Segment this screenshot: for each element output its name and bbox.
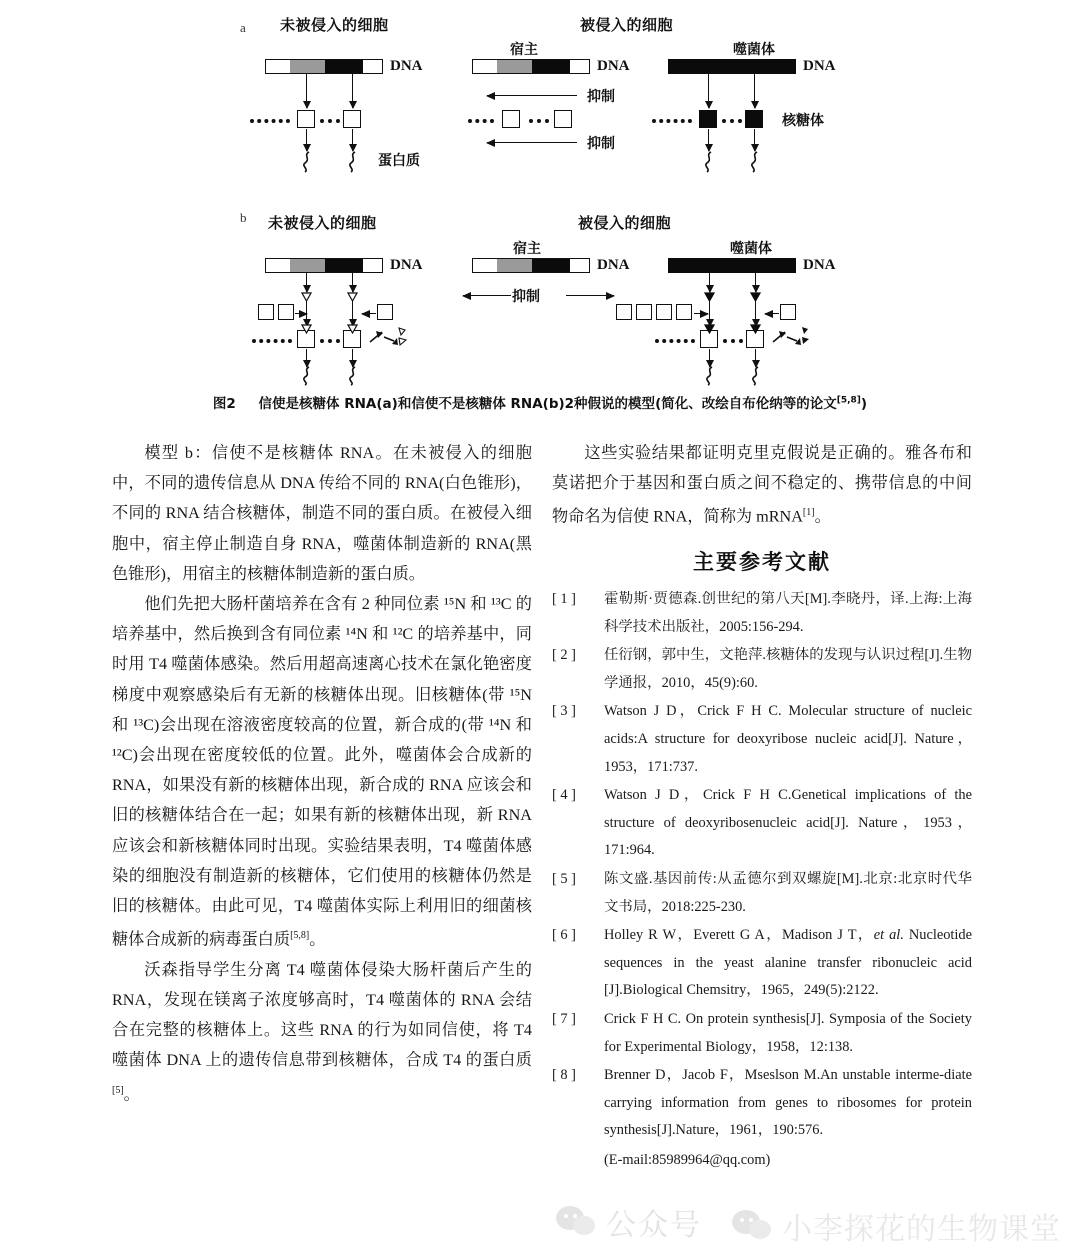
translation-arrow — [306, 129, 307, 151]
dna-segment-gray — [497, 60, 532, 73]
dna-segment-gray — [497, 259, 532, 272]
dna-segment-black — [532, 60, 570, 73]
ribosome-subunit — [377, 304, 393, 320]
transcription-arrow — [754, 74, 755, 108]
protein-squiggle — [346, 151, 360, 173]
inhibition-arrow-1 — [487, 95, 577, 96]
caption-superscript: [5,8] — [836, 395, 861, 406]
ribosome-filled — [699, 110, 717, 128]
reference-text-post: Nucleotide sequences in the yeast alanine transfer ribonucleic acid [J].Biological Chemsitry，1965，249(5):2122. — [604, 927, 973, 999]
ribosome-filled — [745, 110, 763, 128]
reference-number: [ 3 ] — [552, 703, 576, 720]
rna-cone-black — [704, 324, 715, 334]
panel-b-title-uninfected: 未被侵入的细胞 — [268, 214, 377, 232]
panel-a-inhibit-label-2: 抑制 — [587, 136, 615, 152]
figure-caption — [0, 392, 1080, 412]
reference-item-4 — [552, 782, 972, 865]
rna-cone-white — [301, 324, 312, 334]
panel-b-dna-uninfected — [265, 258, 383, 273]
ribosome-open — [502, 110, 520, 128]
protein-squiggle — [703, 366, 717, 386]
ribosome-subunit — [616, 304, 632, 320]
mrna-strand-dots — [529, 119, 549, 123]
translation-arrow — [352, 349, 353, 367]
translation-arrow — [352, 129, 353, 151]
paragraph-conclusion-tail: 。 — [814, 507, 831, 526]
panel-a-ribosome-label: 核糖体 — [782, 113, 824, 129]
dna-segment-white — [266, 60, 290, 73]
rna-degradation-burst — [368, 324, 414, 350]
panel-a-letter: a — [240, 20, 246, 35]
paragraph-watson-tail: 。 — [123, 1085, 140, 1104]
translation-arrow — [755, 349, 756, 367]
reference-number: [ 7 ] — [552, 1010, 576, 1027]
translation-arrow — [754, 129, 755, 151]
subunit-join-arrow — [765, 313, 779, 314]
dna-segment-black — [669, 259, 795, 272]
protein-squiggle — [702, 151, 716, 173]
panel-a-dna-label-phage: DNA — [803, 58, 836, 74]
mrna-strand-dots — [655, 339, 695, 343]
body-columns — [0, 438, 1080, 1248]
reference-text: Brenner D，Jacob F，Mseslson M.An unstable interme-diate carrying information from genes to ribosomes for protein synthesis[J].Nature，1961，190:576. — [604, 1067, 972, 1139]
panel-a-sub-host: 宿主 — [510, 42, 538, 58]
protein-squiggle — [300, 151, 314, 173]
figure-2 — [0, 0, 1080, 412]
right-column — [552, 438, 972, 1174]
paragraph-watson-student — [112, 955, 532, 1109]
rna-descend-arrow — [755, 300, 756, 326]
panel-a-dna-phage — [668, 59, 796, 74]
reference-text: 陈文盛.基因前传:从孟德尔到双螺旋[M].北京:北京时代华文书局，2018:225-230. — [604, 870, 972, 915]
ribosome-open — [297, 110, 315, 128]
rna-degradation-burst — [771, 324, 817, 350]
panel-b-dna-phage — [668, 258, 796, 273]
panel-a-inhibit-label-1: 抑制 — [587, 89, 615, 105]
panel-a-dna-host — [472, 59, 590, 74]
dna-segment-black — [325, 60, 363, 73]
paragraph-isotope-experiment — [112, 589, 532, 955]
panel-a-title-infected: 被侵入的细胞 — [580, 16, 674, 34]
ribosome-open — [554, 110, 572, 128]
transcription-arrow — [352, 74, 353, 108]
reference-item-5 — [552, 866, 972, 921]
subunit-join-arrow — [362, 313, 376, 314]
panel-b-dna-label-phage: DNA — [803, 257, 836, 273]
panel-b-sub-host: 宿主 — [513, 241, 541, 257]
reference-text: 任衍钢，郭中生，文艳萍.核糖体的发现与认识过程[J].生物学通报，2010，45(9):60. — [604, 647, 972, 691]
transcription-arrow — [708, 74, 709, 108]
transcription-arrow — [755, 273, 756, 292]
caption-prefix: 图2 — [212, 396, 236, 412]
reference-item-3 — [552, 698, 972, 781]
reference-number: [ 4 ] — [552, 787, 576, 804]
reference-number: [ 1 ] — [552, 591, 576, 607]
reference-text: Watson J D，Crick F H C.Genetical implications of the structure of deoxyribosenucleic acid[J]. Nature，1953，171:964. — [604, 787, 972, 859]
ribosome-subunit — [656, 304, 672, 320]
paragraph-watson-text: 沃森指导学生分离 T4 噬菌体侵染大肠杆菌后产生的 RNA，发现在镁离子浓度够高时，T4 噬菌体的 RNA 会结合在完整的核糖体上。这些 RNA 的行为如同信使，将 T4 噬菌体 DNA 上的遗传信息带到核糖体，合成 T4 的蛋白质 — [112, 960, 532, 1070]
translation-arrow — [708, 129, 709, 151]
citation-ref-1: [1] — [802, 507, 815, 519]
dna-segment-white — [473, 60, 497, 73]
reference-number: [ 2 ] — [552, 647, 576, 664]
ribosome-subunit — [676, 304, 692, 320]
protein-squiggle — [748, 151, 762, 173]
paragraph-conclusion — [552, 438, 972, 532]
panel-b-letter: b — [240, 210, 247, 225]
inhibition-arrow-left — [463, 295, 511, 296]
rna-descend-arrow — [709, 300, 710, 326]
panel-b-sub-phage: 噬菌体 — [730, 241, 772, 257]
panel-b-inhibit-label: 抑制 — [512, 289, 540, 305]
reference-item-8 — [552, 1062, 972, 1145]
panel-b-dna-host — [472, 258, 590, 273]
reference-item-6 — [552, 922, 972, 1005]
caption-paren: (简化、改绘自布伦纳等的论文 — [655, 396, 837, 412]
mrna-strand-dots — [252, 339, 292, 343]
rna-descend-arrow — [352, 300, 353, 326]
dna-segment-white — [363, 259, 382, 272]
citation-ref-58: [5,8] — [290, 930, 310, 942]
panel-b-dna-label-left: DNA — [390, 257, 423, 273]
dna-segment-white — [473, 259, 497, 272]
dna-segment-white — [570, 60, 589, 73]
ribosome-subunit — [258, 304, 274, 320]
rna-cone-white — [347, 324, 358, 334]
paragraph-conclusion-text: 这些实验结果都证明克里克假说是正确的。雅各布和莫诺把介于基因和蛋白质之间不稳定的、携带信息的中间物命名为信使 RNA，简称为 mRNA — [552, 444, 972, 526]
panel-a-dna-label-left: DNA — [390, 58, 423, 74]
inhibition-arrow-2 — [487, 142, 577, 143]
references-heading: 主要参考文献 — [693, 550, 831, 574]
mrna-strand-dots — [468, 119, 494, 123]
ribosome-subunit — [278, 304, 294, 320]
mrna-strand-dots — [250, 119, 290, 123]
reference-text-pre: Holley R W，Everett G A，Madison J T， — [604, 927, 874, 944]
reference-item-2 — [552, 642, 972, 697]
panel-a-protein-label: 蛋白质 — [378, 153, 420, 169]
panel-a-title-uninfected: 未被侵入的细胞 — [280, 16, 389, 34]
left-column — [112, 438, 532, 1109]
subunit-join-arrow — [694, 313, 708, 314]
paragraph-model-b: 模型 b：信使不是核糖体 RNA。在未被侵入的细胞中，不同的遗传信息从 DNA 传给不同的 RNA(白色锥形)，不同的 RNA 结合核糖体，制造不同的蛋白质。在被侵入细胞中，宿主停止制造自身 RNA，噬菌体制造新的 RNA(黑色锥形)，用宿主的核糖体制造新的蛋白质。 — [112, 444, 532, 583]
panel-a-dna-label-host: DNA — [597, 58, 630, 74]
ribosome-open — [343, 110, 361, 128]
reference-number: [ 6 ] — [552, 927, 576, 944]
translation-arrow — [306, 349, 307, 367]
inhibition-arrow-right — [566, 295, 614, 296]
dna-segment-black — [325, 259, 363, 272]
ribosome-subunit — [636, 304, 652, 320]
panel-a-dna-uninfected — [265, 59, 383, 74]
citation-ref-5: [5] — [112, 1084, 124, 1096]
transcription-arrow — [306, 74, 307, 108]
reference-text: 霍勒斯·贾德森.创世纪的第八天[M].李晓丹，译.上海:上海科学技术出版社，2005:156-294. — [604, 591, 972, 635]
reference-text-italic: et al. — [873, 927, 904, 944]
watermark-label: 公众号 — [606, 1208, 702, 1243]
protein-squiggle — [749, 366, 763, 386]
figure-panel-b — [0, 196, 1080, 386]
protein-squiggle — [346, 366, 360, 386]
contact-email: (E-mail:85989964@qq.com) — [604, 1151, 771, 1168]
panel-b-dna-label-host: DNA — [597, 257, 630, 273]
transcription-arrow — [352, 273, 353, 292]
reference-item-7 — [552, 1006, 972, 1061]
transcription-arrow — [709, 273, 710, 292]
figure-panel-a — [0, 6, 1080, 186]
reference-text: Watson J D，Crick F H C. Molecular structure of nucleic acids:A structure for deoxyribose nucleic acid[J]. Nature，1953，171:737. — [604, 703, 972, 775]
caption-close: ) — [860, 396, 868, 412]
reference-number: [ 5 ] — [552, 870, 576, 887]
translation-arrow — [709, 349, 710, 367]
dna-segment-white — [266, 259, 290, 272]
paragraph-isotope-text: 他们先把大肠杆菌培养在含有 2 种同位素 ¹⁵N 和 ¹³C 的培养基中，然后换到含有同位素 ¹⁴N 和 ¹²C 的培养基中，同时用 T4 噬菌体感染。然后用超高速离心技术在氯化铯密度梯度中观察感染后有无新的核糖体出现。旧核糖体(带 ¹⁵N 和 ¹³C)会出现在溶液密度较高的位置，新合成的(带 ¹⁴N 和 ¹²C)会出现在密度较低的位置。此外，噬菌体会合成新的 RNA，如果没有新的核糖体出现，新合成的 RNA 应该会和旧的核糖体结合在一起；如果有新的核糖体出现，新 RNA 应该会和新核糖体同时出现。实验结果表明，T4 噬菌体感染的细胞没有制造新的核糖体，它们使用的核糖体仍然是旧的核糖体。由此可见，T4 噬菌体实际上利用旧的细菌核糖体合成新的病毒蛋白质 — [112, 595, 532, 949]
mrna-strand-dots — [652, 119, 692, 123]
protein-squiggle — [300, 366, 314, 386]
rna-descend-arrow — [306, 300, 307, 326]
caption-main: 信使是核糖体 RNA(a)和信使不是核糖体 RNA(b)2种假说的模型 — [258, 396, 656, 412]
paragraph-isotope-tail: 。 — [309, 930, 326, 949]
reference-number: [ 8 ] — [552, 1067, 576, 1084]
transcription-arrow — [306, 273, 307, 292]
panel-a-sub-phage: 噬菌体 — [733, 42, 775, 58]
dna-segment-gray — [290, 60, 325, 73]
dna-segment-white — [570, 259, 589, 272]
dna-segment-black — [669, 60, 795, 73]
dna-segment-gray — [290, 259, 325, 272]
dna-segment-black — [532, 259, 570, 272]
rna-cone-black — [750, 324, 761, 334]
dna-segment-white — [363, 60, 382, 73]
watermark-channel: 小李探花的生物课堂 — [782, 1212, 1061, 1247]
reference-item-1 — [552, 586, 972, 641]
ribosome-subunit — [780, 304, 796, 320]
reference-text: Crick F H C. On protein synthesis[J]. Symposia of the Society for Experimental Biology，1958，12:138. — [604, 1010, 972, 1055]
panel-b-title-infected: 被侵入的细胞 — [578, 214, 672, 232]
